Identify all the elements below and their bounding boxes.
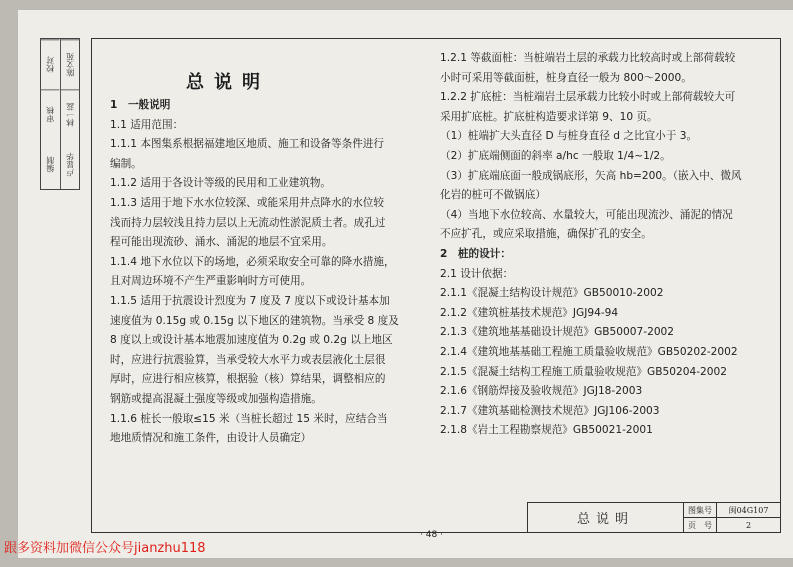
text-line: 1.1.4 地下水位以下的场地，必须采取安全可靠的降水措施， xyxy=(110,255,395,268)
text-line: 2.1.8《岩土工程勘察规范》GB50021-2001 xyxy=(440,424,653,437)
section-heading: 2 桩的设计： xyxy=(440,247,511,260)
approval-signature: 陈文苑 xyxy=(61,39,80,89)
approval-role: 编制 xyxy=(45,156,55,173)
page-value: 2 xyxy=(745,520,752,530)
text-line: 化岩的桩可不做锅底） xyxy=(440,189,546,202)
left-text-column xyxy=(110,96,410,449)
atlas-number-value: 闽04G107 xyxy=(728,505,769,515)
text-line: 厚时，应进行相应核算，根据验（核）算结果，调整相应的 xyxy=(110,373,386,386)
text-line: 2.1 设计依据： xyxy=(440,267,514,280)
text-line: （1）桩端扩大头直径 D 与桩身直径 d 之比宜小于 3。 xyxy=(440,130,698,143)
watermark-text: 跟多资料加微信公众号jianzhu118 xyxy=(4,541,206,556)
text-line: 1.1.1 本图集系根据福建地区地质、施工和设备等条件进行 xyxy=(110,138,384,151)
text-line: 地地质情况和施工条件，由设计人员确定） xyxy=(110,432,312,445)
title-block xyxy=(527,502,780,532)
approval-signature: 卢显华 xyxy=(65,152,75,177)
title-block-name: 总说明 xyxy=(528,503,684,532)
text-line: （4）当地下水位较高、水量较大，可能出现流沙、涌泥的情况 xyxy=(440,208,733,221)
text-line: 2.1.5《混凝土结构工程施工质量验收规范》GB50204-2002 xyxy=(440,365,728,378)
text-line: 不应扩孔，或应采取措施，确保扩孔的安全。 xyxy=(440,228,652,241)
approval-signature-column xyxy=(61,39,80,189)
approval-role: 审核 xyxy=(41,89,60,139)
text-line: （2）扩底端侧面的斜率 a/hc 一般取 1/4~1/2。 xyxy=(440,149,671,162)
text-line: 编制。 xyxy=(110,157,142,170)
text-line: 1.1.2 适用于各设计等级的民用和工业建筑物。 xyxy=(110,177,332,190)
page-title: 总说明 xyxy=(186,72,270,93)
approval-role: 校对 xyxy=(41,39,60,89)
text-line: 2.1.1《混凝土结构设计规范》GB50010-2002 xyxy=(440,287,664,300)
text-line: 8 度以上或设计基本地震加速度值为 0.2g 或 0.2g 以上地区 xyxy=(110,334,393,347)
text-line: 小时可采用等截面桩，桩身直径一般为 800～2000。 xyxy=(440,71,692,84)
text-line: 2.1.6《钢筋焊接及验收规范》JGJ18-2003 xyxy=(440,385,643,398)
atlas-number-row xyxy=(684,503,780,518)
text-line: 2.1.2《建筑桩基技术规范》JGJ94-94 xyxy=(440,306,619,319)
text-line: 1.2.2 扩底桩：当桩端岩土层承载力比较小时或上部荷载较大可 xyxy=(440,91,736,104)
text-line: 1.2.1 等截面桩：当桩端岩土层的承载力比较高时或上部荷载较 xyxy=(440,52,736,64)
text-line: 程可能出现流砂、涌水、涌泥的地层不宜采用。 xyxy=(110,236,333,249)
text-line: （3）扩底端底面一般成锅底形，矢高 hb=200。（嵌入中、微风 xyxy=(440,169,742,182)
page-number: · 48 · xyxy=(420,530,443,540)
text-line: 1.1 适用范围： xyxy=(110,118,184,131)
text-line: 速度值为 0.15g 或 0.15g 以下地区的建筑物。当承受 8 度及 xyxy=(110,314,399,327)
text-line: 浅而持力层较浅且持力层以上无流动性淤泥质土者。成孔过 xyxy=(110,216,386,229)
text-line: 1.1.5 适用于抗震设计烈度为 7 度及 7 度以下或设计基本加 xyxy=(110,294,390,307)
text-line: 采用扩底桩。扩底桩构造要求详第 9、10 页。 xyxy=(440,110,658,123)
approval-role-column xyxy=(41,39,61,189)
text-line: 1.1.6 桩长一般取≤15 米（当桩长超过 15 米时，应结合当 xyxy=(110,412,388,425)
text-line: 1.1.3 适用于地下水水位较深、或能采用井点降水的水位较 xyxy=(110,196,384,209)
section-heading: 1 一般说明 xyxy=(110,99,171,111)
page-label: 页 号 xyxy=(684,518,717,532)
text-line: 且对周边环境不产生严重影响时方可使用。 xyxy=(110,275,312,288)
page-number-row xyxy=(684,518,780,532)
text-line: 2.1.3《建筑地基基础设计规范》GB50007-2002 xyxy=(440,326,675,339)
text-line: 时，应进行抗震验算，当承受较大水平力或表层液化土层很 xyxy=(110,353,386,366)
atlas-number-label: 图集号 xyxy=(684,503,717,517)
title-block-meta xyxy=(684,503,780,532)
text-line: 钢筋或提高混凝土强度等级或加强构造措施。 xyxy=(110,392,322,405)
approval-strip xyxy=(40,38,80,190)
text-line: 2.1.7《建筑基础检测技术规范》JGJ106-2003 xyxy=(440,404,660,417)
right-text-column xyxy=(440,49,775,441)
approval-signature: 林一蕊 xyxy=(61,89,80,139)
text-line: 2.1.4《建筑地基基础工程施工质量验收规范》GB50202-2002 xyxy=(440,345,738,358)
